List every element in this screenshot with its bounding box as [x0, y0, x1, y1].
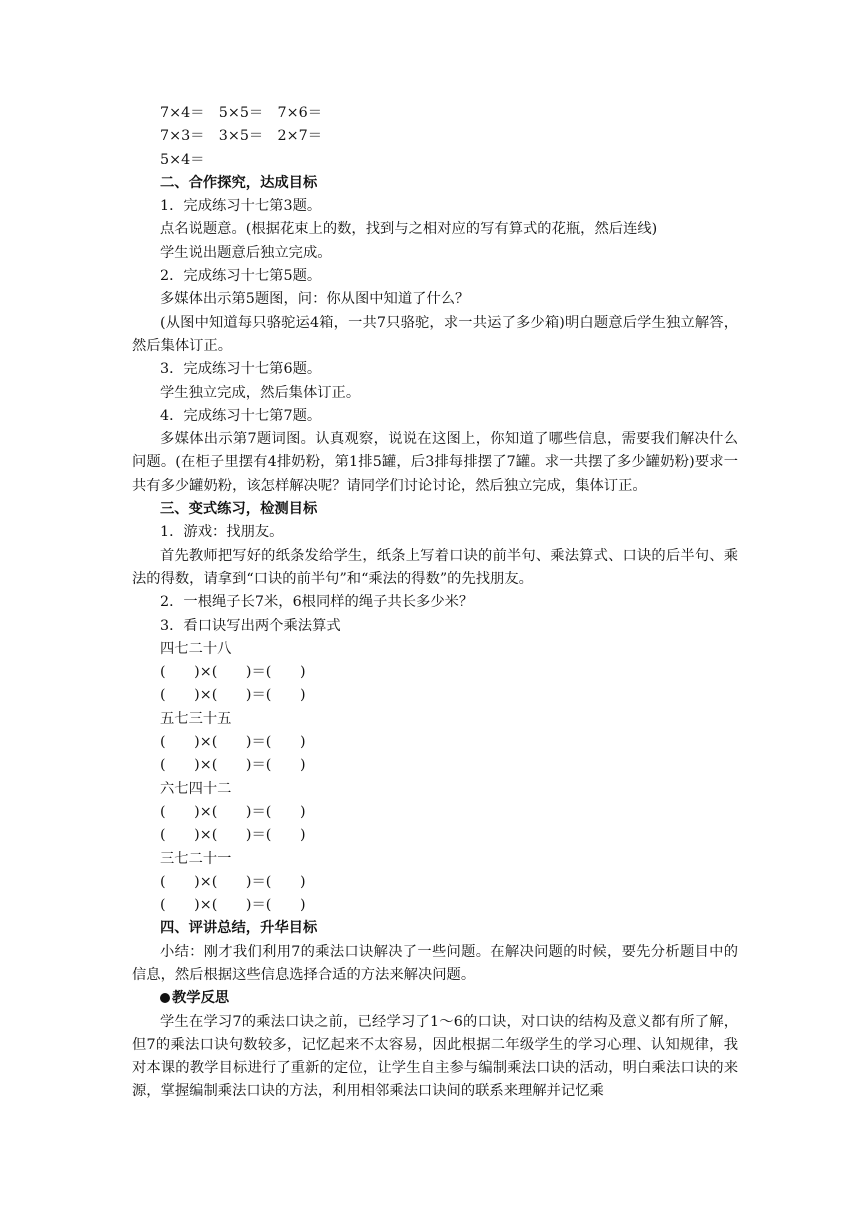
section-heading-3: 三、变式练习，检测目标 [160, 501, 318, 518]
paragraph: 首先教师把写好的纸条发给学生，纸条上写着口诀的前半句、乘法算式、口诀的后半句、乘法的得数，请拿到“口诀的前半句”和“乘法的得数”的先找朋友。 [132, 547, 738, 587]
paragraph: (从图中知道每只骆驼运4箱，一共7只骆驼，求一共运了多少箱)明白题意后学生独立解答，然后集体订正。 [132, 314, 738, 354]
paragraph: 学生在学习7的乘法口诀之前，已经学习了1～6的口诀，对口诀的结构及意义都有所了解，但7的乘法口诀句数较多，记忆起来不太容易，因此根据二年级学生的学习心理、认知规律，我对本课的教学目标进行了重新的定位，让学生自主参与编制乘法口诀的活动，明白乘法口诀的来源，掌握编制乘法口诀的方法，利用相邻乘法口诀间的联系来理解并记忆乘 [132, 1013, 738, 1100]
rhyme-line: 五七三十五 [160, 710, 232, 727]
paragraph: 2．完成练习十七第5题。 [160, 268, 322, 285]
blank-equation: ( )×( )＝( ) [160, 757, 306, 774]
reflection-heading [132, 987, 738, 1010]
paragraph: 学生独立完成，然后集体订正。 [160, 384, 361, 401]
section-heading-4: 四、评讲总结，升华目标 [160, 920, 318, 937]
reflection-heading-text: 教学反思 [172, 990, 230, 1007]
paragraph: 多媒体出示第7题词图。认真观察，说说在这图上，你知道了哪些信息，需要我们解决什么问题。(在柜子里摆有4排奶粉，第1排5罐，后3排每排摆了7罐。求一共摆了多少罐奶粉)要求一共有多少罐奶粉，该怎样解决呢？请同学们讨论讨论，然后独立完成，集体订正。 [132, 431, 738, 494]
bullet-dot-icon [160, 993, 170, 1003]
blank-equation: ( )×( )＝( ) [160, 734, 306, 751]
paragraph: 3．完成练习十七第6题。 [160, 361, 322, 378]
blank-equation: ( )×( )＝( ) [160, 664, 306, 681]
exercise-line: 7×3＝ 3×5＝ 2×7＝ [160, 128, 322, 145]
paragraph: 2．一根绳子长7米，6根同样的绳子共长多少米？ [160, 594, 474, 611]
paragraph: 点名说题意。(根据花束上的数，找到与之相对应的写有算式的花瓶，然后连线) [160, 221, 658, 238]
paragraph: 学生说出题意后独立完成。 [160, 244, 332, 261]
paragraph: 4．完成练习十七第7题。 [160, 407, 322, 424]
document-body [132, 102, 738, 1104]
rhyme-line: 六七四十二 [160, 780, 232, 797]
exercise-line: 7×4＝ 5×5＝ 7×6＝ [160, 105, 322, 121]
paragraph: 1．完成练习十七第3题。 [160, 198, 322, 215]
blank-equation: ( )×( )＝( ) [160, 827, 306, 844]
rhyme-line: 四七二十八 [160, 640, 232, 657]
blank-equation: ( )×( )＝( ) [160, 897, 306, 914]
blank-equation: ( )×( )＝( ) [160, 873, 306, 890]
exercise-line: 5×4＝ [160, 151, 205, 168]
section-heading-2: 二、合作探究，达成目标 [160, 174, 318, 191]
blank-equation: ( )×( )＝( ) [160, 687, 306, 704]
paragraph: 3．看口诀写出两个乘法算式 [160, 617, 341, 634]
paragraph: 多媒体出示第5题图，问：你从图中知道了什么？ [160, 291, 470, 308]
rhyme-line: 三七二十一 [160, 850, 232, 867]
blank-equation: ( )×( )＝( ) [160, 803, 306, 820]
paragraph: 小结：刚才我们利用7的乘法口诀解决了一些问题。在解决问题的时候，要先分析题目中的信息，然后根据这些信息选择合适的方法来解决问题。 [132, 943, 738, 983]
paragraph: 1．游戏：找朋友。 [160, 524, 284, 541]
